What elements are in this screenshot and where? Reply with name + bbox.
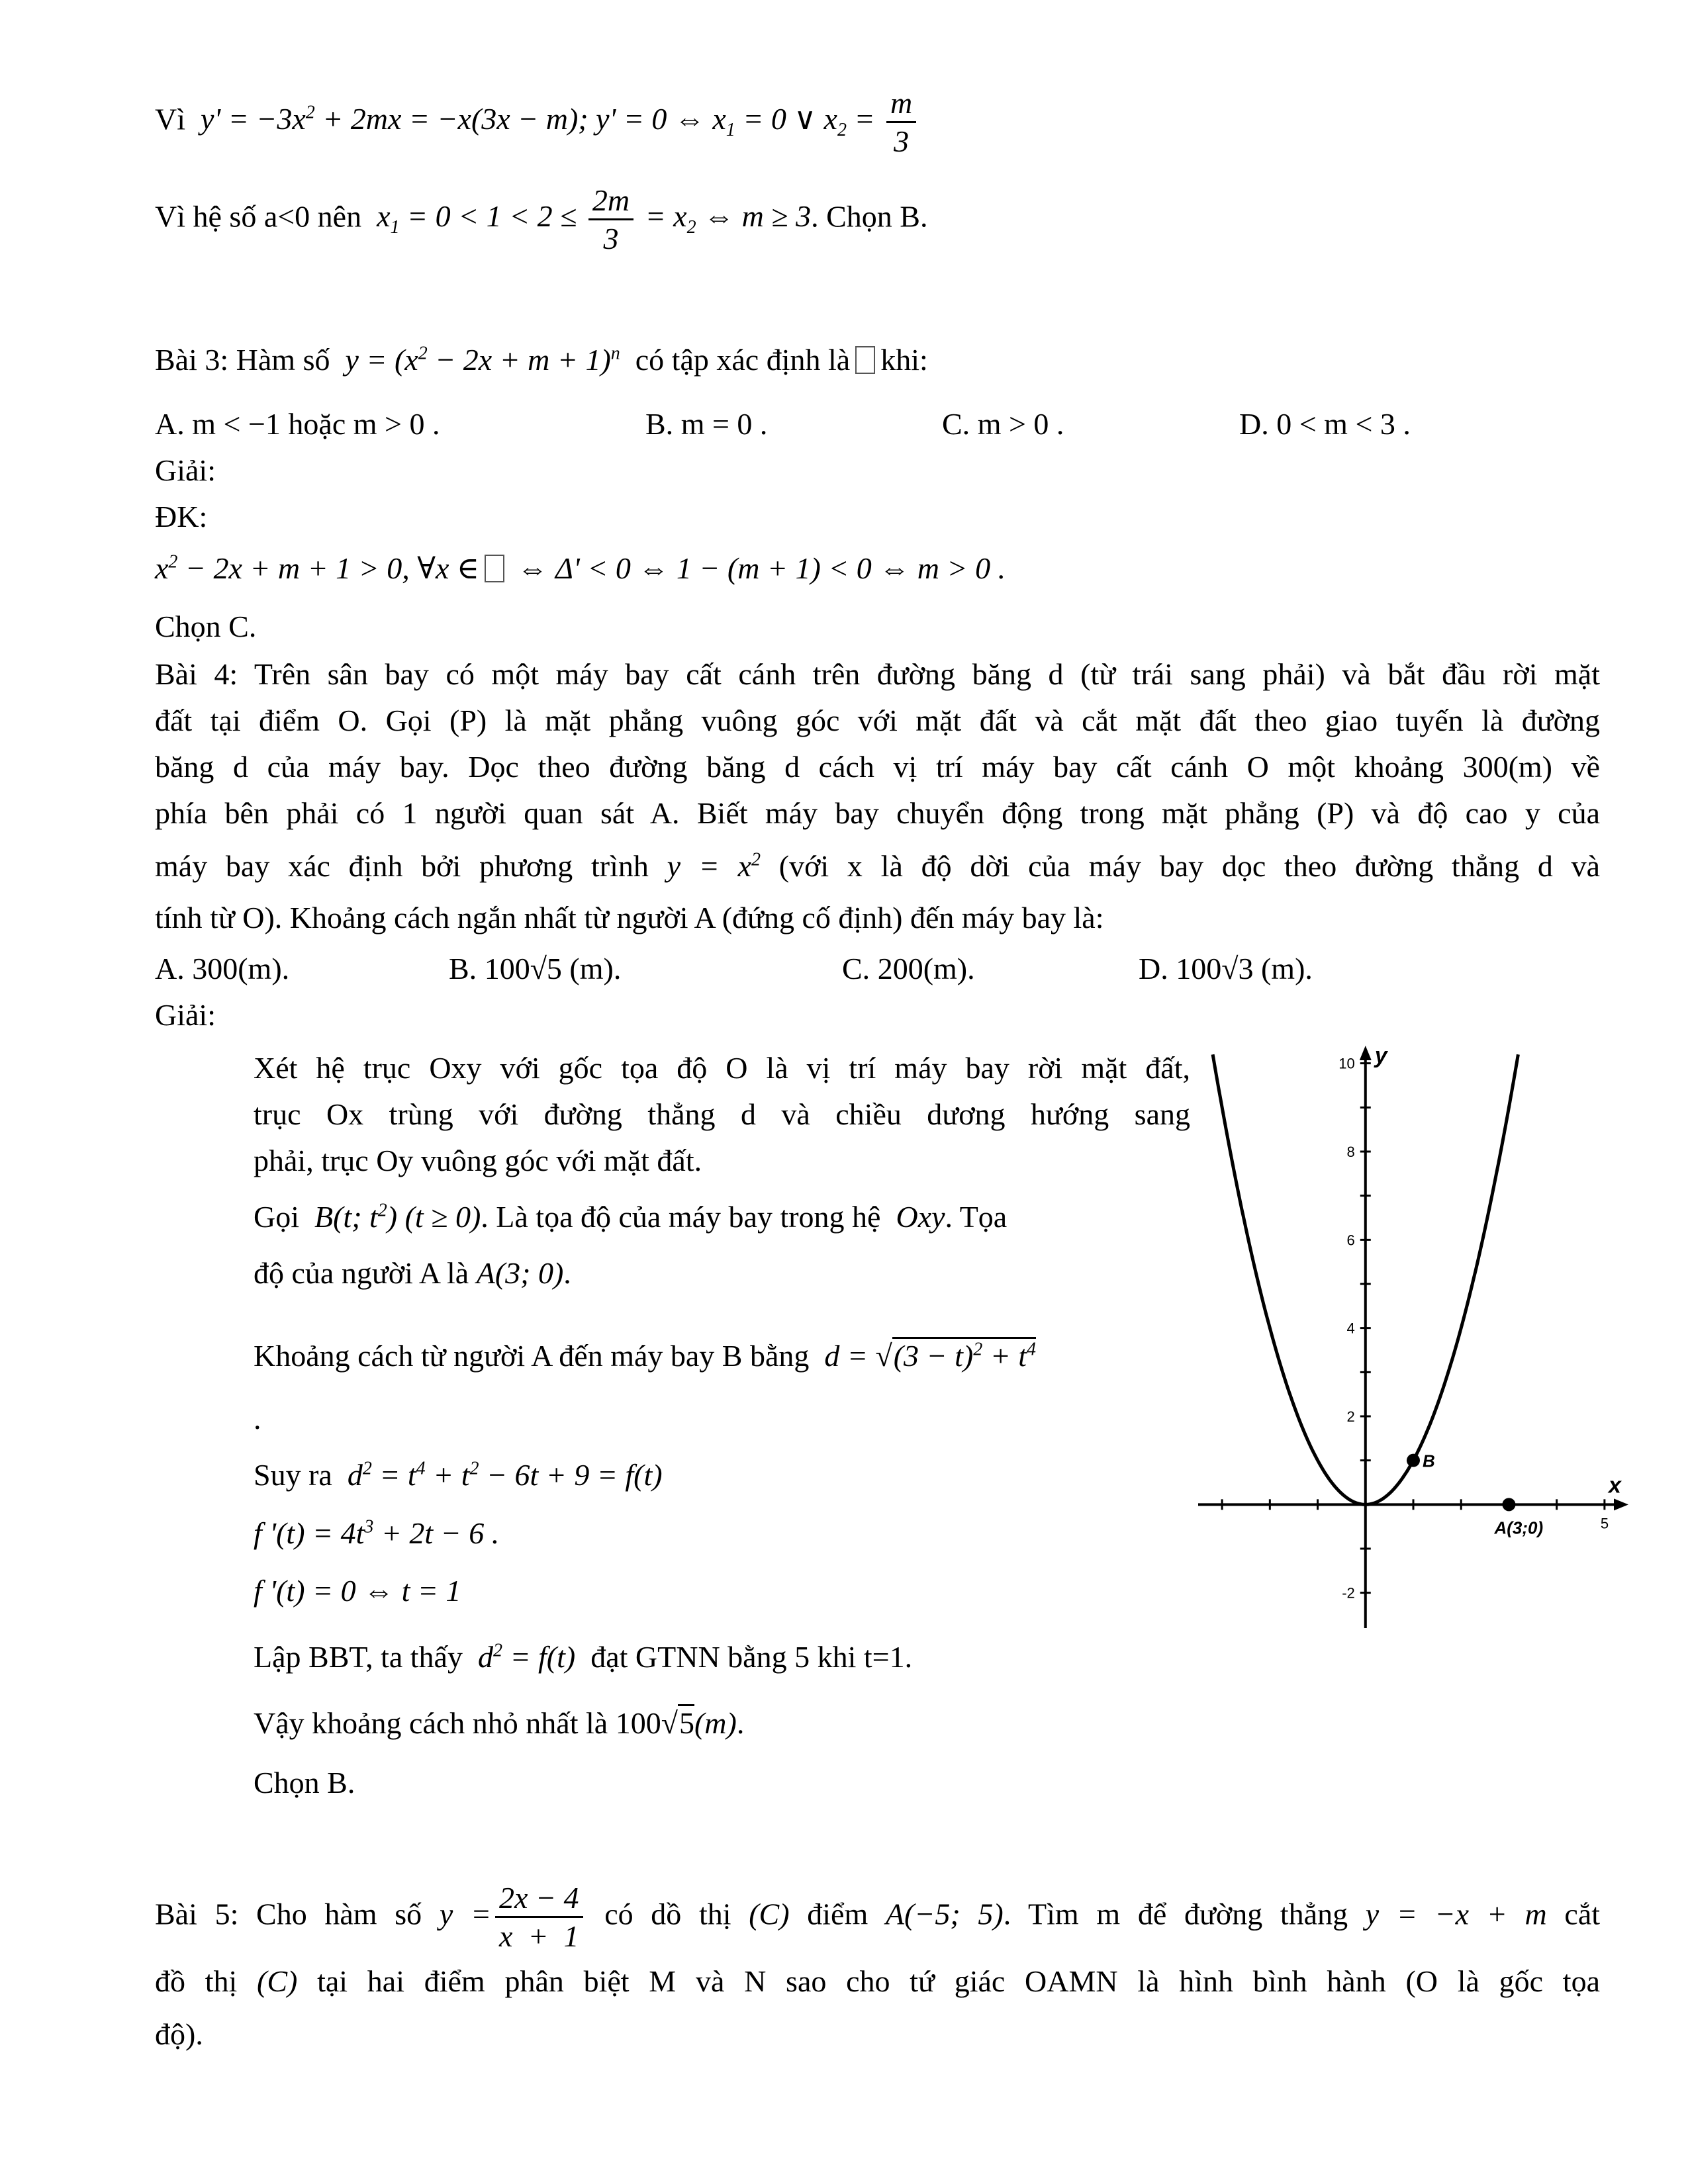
x-axis-label: x — [1609, 1473, 1621, 1498]
y-tick-label: -2 — [1342, 1584, 1355, 1602]
point-label-a: A(3;0) — [1494, 1518, 1544, 1538]
bai4-sol-line-3: phải, trục Oy vuông góc với mặt đất. — [254, 1144, 702, 1177]
bai4-derivative-zero: f '(t) = 0 ⇔ t = 1 — [254, 1574, 461, 1608]
parabola-graph — [1192, 1039, 1635, 1635]
bai3-option-c: C. m > 0 . — [942, 407, 1064, 441]
y-tick-label: 6 — [1346, 1232, 1355, 1249]
y-axis-arrow — [1360, 1046, 1372, 1060]
graph-points — [1407, 1451, 1543, 1538]
missing-glyph-box — [855, 346, 875, 374]
bai4-choose: Chọn B. — [254, 1766, 355, 1799]
bai4-line-4: phía bên phải có 1 người quan sát A. Biết máy bay chuyển động trong mặt phẳng (P) và độ cao y của — [155, 796, 1600, 830]
bai4-derivative: f '$(t) = 4t^3 + 2t - 6$ . — [254, 1516, 500, 1550]
intro-line-1: Vì $y' = -3x^2 + 2mx = -x(3x - m)$; y' = 0 ⇔ $x_1 = 0$ ∨ $x_2$ = $\frac{m}{3}$ — [155, 85, 920, 159]
bai3-question: Bài 3: Hàm số $y = (x^2 - 2x + m + 1)^n$ có tập xác định là khi: — [155, 343, 928, 377]
y-tick-label: 2 — [1346, 1408, 1355, 1425]
bai4-sol-line-1: Xét hệ trục Oxy với gốc tọa độ O là vị trí máy bay rời mặt đất, — [254, 1051, 1190, 1085]
intro-line-2: Vì hệ số a<0 nên $x_1 = 0 < 1 < 2$ ≤ $\frac{2m}{3}$ = $x_2$ ⇔ m ≥ 3. Chọn B. — [155, 183, 928, 256]
graph-axes — [1198, 1043, 1628, 1628]
bai4-sol-line-2: trục Ox trùng với đường thẳng d và chiều dương hướng sang — [254, 1097, 1190, 1131]
bai3-solution-label: Giải: — [155, 453, 216, 487]
bai5-line-1: Bài 5: Cho hàm số y = $\frac{2x - 4}{x + 1}$ có dồ thị (C) điểm A(−5; 5). Tìm m để đường thẳng y = −x + m cắt — [155, 1881, 1601, 1954]
bai4-line-3: băng d của máy bay. Dọc theo đường băng d cách vị trí máy bay cất cánh O một khoảng 300(m) về — [155, 750, 1600, 784]
bai4-goi-line: Gọi B(t; $t^2$) (t ≥ 0). Là tọa độ của máy bay trong hệ Oxy. Tọa — [254, 1200, 1008, 1234]
bai4-option-c: C. 200(m). — [842, 952, 975, 985]
bai3-dk-label: ĐK: — [155, 500, 208, 533]
bai3-option-d: D. 0 < m < 3 . — [1239, 407, 1411, 441]
graph-ticks — [1222, 1056, 1609, 1602]
bai3-option-b: B. m = 0 . — [645, 407, 768, 441]
bai4-do-line: độ của người A là A(3; 0). — [254, 1256, 571, 1290]
x-axis-arrow — [1614, 1498, 1628, 1510]
y-tick-label: 8 — [1346, 1144, 1355, 1160]
bai4-lap-bbt: Lập BBT, ta thấy $d^2 = f(t)$ đạt GTNN bằng 5 khi t=1. — [254, 1640, 913, 1674]
x-tick-label: 5 — [1600, 1515, 1609, 1532]
bai4-vay: Vậy khoảng cách nhỏ nhất là 100√5(m). — [254, 1704, 744, 1743]
bai3-choose: Chọn C. — [155, 610, 257, 643]
bai5-line-3: độ). — [155, 2017, 203, 2051]
bai3-condition: $x^2 - 2x + m + 1 > 0$, ∀x ∈ ⇔ Δ' < 0 ⇔ 1 − (m + 1) < 0 ⇔ m > 0 . — [155, 551, 1006, 585]
point-a — [1502, 1498, 1515, 1511]
bai4-suy-ra: Suy ra $d^2 = t^4 + t^2 - 6t + 9 = f(t)$ — [254, 1458, 663, 1492]
y-axis-label: y — [1374, 1043, 1387, 1068]
bai4-option-a: A. 300(m). — [155, 952, 290, 985]
point-b — [1407, 1454, 1420, 1467]
point-label-b: B — [1423, 1451, 1435, 1471]
bai4-line-1: Bài 4: Trên sân bay có một máy bay cất cánh trên đường băng d (từ trái sang phải) và bắt đầu rời mặt — [155, 657, 1600, 691]
bai4-line-2: đất tại điểm O. Gọi (P) là mặt phẳng vuông góc với mặt đất và cắt mặt đất theo giao tuyến là đường — [155, 704, 1600, 737]
bai4-dot: . — [254, 1402, 261, 1435]
y-tick-label: 4 — [1346, 1320, 1355, 1337]
bai4-line-6: tính từ O). Khoảng cách ngắn nhất từ người A (đứng cố định) đến máy bay là: — [155, 901, 1104, 934]
bai4-kc-line: Khoảng cách từ người A đến máy bay B bằng $d = √(3 - t)^2 + t^4$ — [254, 1337, 1036, 1375]
bai4-option-b: B. 100√5 (m). — [449, 952, 622, 985]
bai4-solution-label: Giải: — [155, 998, 216, 1032]
bai3-option-a: A. m < −1 hoặc m > 0 . — [155, 407, 440, 441]
bai5-line-2: đồ thị (C) tại hai điểm phân biệt M và N sao cho tứ giác OAMN là hình bình hành (O là gốc tọa — [155, 1964, 1600, 1998]
y-tick-label: 10 — [1338, 1055, 1355, 1072]
bai4-line-5: máy bay xác định bởi phương trình $y = x^2$ (với x là độ dời của máy bay dọc theo đường thẳng d và — [155, 849, 1601, 883]
bai4-option-d: D. 100√3 (m). — [1139, 952, 1313, 985]
